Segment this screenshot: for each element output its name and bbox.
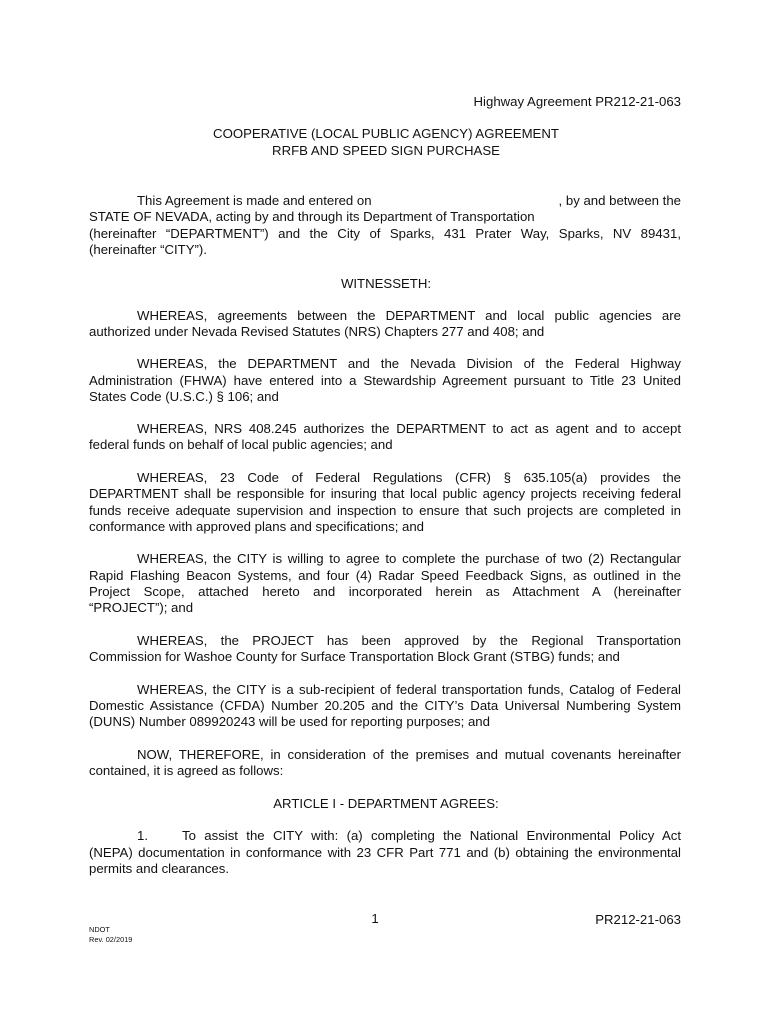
paragraph-2-line-3: States Code (U.S.C.) § 106; and: [89, 389, 279, 404]
page-number: 1: [371, 911, 379, 926]
article-1-item-1-number: 1.: [137, 828, 148, 843]
intro-line-4: (hereinafter “CITY”).: [89, 242, 207, 257]
paragraph-8-line-2: contained, it is agreed as follows:: [89, 763, 284, 778]
intro-line-1-left: This Agreement is made and entered on: [137, 193, 372, 208]
paragraph-6-line-1: WHEREAS, the PROJECT has been approved by the Regional Transportation: [137, 633, 681, 648]
title-line-1: COOPERATIVE (LOCAL PUBLIC AGENCY) AGREEMENT: [213, 126, 559, 141]
paragraph-4-line-2: DEPARTMENT shall be responsible for insuring that local public agency projects receiving federal: [89, 486, 681, 501]
paragraph-2-line-1: WHEREAS, the DEPARTMENT and the Nevada Division of the Federal Highway: [137, 356, 681, 371]
paragraph-7-line-1: WHEREAS, the CITY is a sub-recipient of federal transportation funds, Catalog of Federal: [137, 682, 681, 697]
paragraph-5-line-3: Project Scope, attached hereto and incorporated herein as Attachment A (hereinafter: [89, 584, 681, 599]
intro-line-2: STATE OF NEVADA, acting by and through its Department of Transportation: [89, 209, 535, 224]
paragraph-5-line-1: WHEREAS, the CITY is willing to agree to complete the purchase of two (2) Rectangular: [137, 551, 681, 566]
paragraph-8-line-1: NOW, THEREFORE, in consideration of the premises and mutual covenants hereinafter: [137, 747, 681, 762]
intro-line-1-right: , by and between the: [558, 193, 681, 208]
paragraph-4-line-3: funds receive adequate supervision and inspection to ensure that such projects are completed in: [89, 503, 681, 518]
paragraph-6-line-2: Commission for Washoe County for Surface Transportation Block Grant (STBG) funds; and: [89, 649, 620, 664]
witnesseth-heading: WITNESSETH:: [340, 276, 432, 291]
paragraph-5-line-4: “PROJECT”); and: [89, 600, 194, 615]
paragraph-5-line-2: Rapid Flashing Beacon Systems, and four (4) Radar Speed Feedback Signs, as outlined in the: [89, 568, 681, 583]
paragraph-3-line-1: WHEREAS, NRS 408.245 authorizes the DEPARTMENT to act as agent and to accept: [137, 421, 681, 436]
paragraph-4-line-4: conformance with approved plans and specifications; and: [89, 519, 425, 534]
footer-doc-reference: PR212-21-063: [595, 912, 681, 927]
agreement-reference: Highway Agreement PR212-21-063: [473, 94, 681, 109]
paragraph-1-line-2: authorized under Nevada Revised Statutes (NRS) Chapters 277 and 408; and: [89, 324, 545, 339]
paragraph-1-line-1: WHEREAS, agreements between the DEPARTMENT and local public agencies are: [137, 308, 681, 323]
article-1-item-1-line-3: permits and clearances.: [89, 861, 230, 876]
paragraph-7-line-2: Domestic Assistance (CFDA) Number 20.205 and the CITY’s Data Universal Numbering System: [89, 698, 681, 713]
intro-line-3: (hereinafter “DEPARTMENT”) and the City of Sparks, 431 Prater Way, Sparks, NV 89431,: [89, 226, 681, 241]
footer-revision: Rev. 02/2019: [89, 935, 133, 944]
paragraph-4-line-1: WHEREAS, 23 Code of Federal Regulations (CFR) § 635.105(a) provides the: [137, 470, 681, 485]
paragraph-7-line-3: (DUNS) Number 089920243 will be used for reporting purposes; and: [89, 714, 490, 729]
title-line-2: RRFB AND SPEED SIGN PURCHASE: [272, 143, 500, 158]
article-1-item-1-line-2: (NEPA) documentation in conformance with 23 CFR Part 771 and (b) obtaining the environmental: [89, 845, 681, 860]
paragraph-3-line-2: federal funds on behalf of local public agencies; and: [89, 437, 393, 452]
paragraph-2-line-2: Administration (FHWA) have entered into a Stewardship Agreement pursuant to Title 23 United: [89, 373, 681, 388]
article-1-heading: ARTICLE I - DEPARTMENT AGREES:: [273, 796, 499, 811]
article-1-item-1-line-1: To assist the CITY with: (a) completing the National Environmental Policy Act: [182, 828, 681, 843]
footer-org: NDOT: [89, 925, 110, 934]
